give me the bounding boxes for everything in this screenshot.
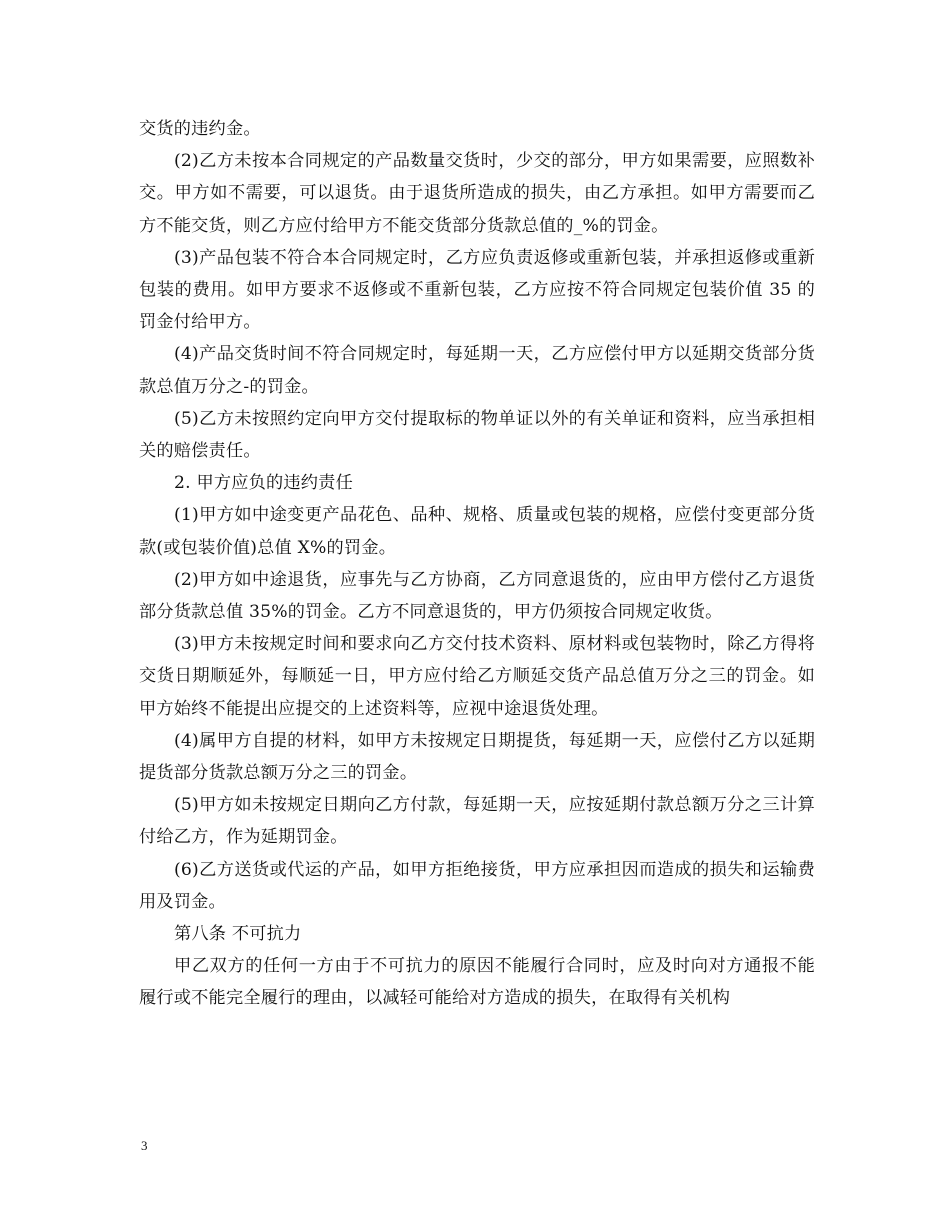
paragraph: 交货的违约金。	[139, 119, 261, 139]
paragraph: (2)甲方如中途退货，应事先与乙方协商，乙方同意退货的，应由甲方偿付乙方退货部分货款总值 35%的罚金。乙方不同意退货的，甲方仍须按合同规定收货。	[139, 569, 815, 623]
paragraph: (6)乙方送货或代运的产品，如甲方拒绝接货，甲方应承担因而造成的损失和运输费用及罚金。	[139, 859, 815, 912]
paragraph: (5)甲方如未按规定日期向乙方付款，每延期一天，应按延期付款总额万分之三计算付给乙方，作为延期罚金。	[139, 795, 815, 848]
document-body	[139, 113, 815, 1015]
paragraph: (3)产品包装不符合本合同规定时，乙方应负责返修或重新包装，并承担返修或重新包装的费用。如甲方要求不返修或不重新包装，乙方应按不符合同规定包装价值 35 的罚金付给甲方。	[139, 247, 815, 333]
page-number: 3	[141, 1138, 148, 1153]
paragraph: (2)乙方未按本合同规定的产品数量交货时，少交的部分，甲方如果需要，应照数补交。甲方如不需要，可以退货。由于退货所造成的损失，由乙方承担。如甲方需要而乙方不能交货，则乙方应付给甲方不能交货部分货款总值的_%的罚金。	[139, 151, 815, 236]
paragraph: (4)属甲方自提的材料，如甲方未按规定日期提货，每延期一天，应偿付乙方以延期提货部分货款总额万分之三的罚金。	[139, 730, 815, 784]
paragraph: (4)产品交货时间不符合同规定时，每延期一天，乙方应偿付甲方以延期交货部分货款总值万分之-的罚金。	[139, 344, 815, 397]
paragraph: (1)甲方如中途变更产品花色、品种、规格、质量或包装的规格，应偿付变更部分货款(或包装价值)总值 X%的罚金。	[139, 505, 815, 558]
paragraph: (3)甲方未按规定时间和要求向乙方交付技术资料、原材料或包装物时，除乙方得将交货日期顺延外，每顺延一日，甲方应付给乙方顺延交货产品总值万分之三的罚金。如甲方始终不能提出应提交的上述资料等，应视中途退货处理。	[139, 634, 815, 719]
section-heading: 2. 甲方应负的违约责任	[174, 473, 353, 494]
paragraph: (5)乙方未按照约定向甲方交付提取标的物单证以外的有关单证和资料，应当承担相关的赔偿责任。	[139, 408, 815, 462]
paragraph: 甲乙双方的任何一方由于不可抗力的原因不能履行合同时，应及时向对方通报不能履行或不能完全履行的理由，以减轻可能给对方造成的损失，在取得有关机构	[139, 956, 815, 1009]
article-heading: 第八条 不可抗力	[174, 924, 302, 945]
